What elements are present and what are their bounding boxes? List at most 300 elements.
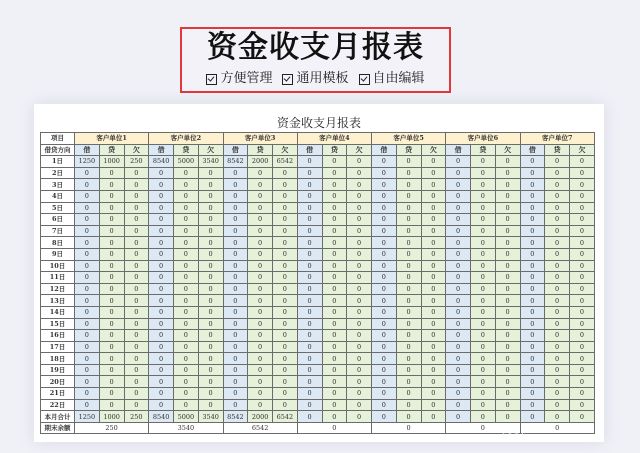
table-cell[interactable]: 0 — [471, 295, 496, 307]
table-cell[interactable]: 0 — [545, 388, 570, 400]
table-cell[interactable]: 0 — [198, 318, 223, 330]
total-cell[interactable]: 0 — [471, 411, 496, 423]
table-cell[interactable]: 0 — [396, 341, 421, 353]
table-cell[interactable]: 0 — [174, 376, 199, 388]
table-cell[interactable]: 0 — [471, 225, 496, 237]
table-cell[interactable]: 0 — [322, 225, 347, 237]
table-cell[interactable]: 0 — [495, 260, 520, 272]
table-cell[interactable]: 0 — [322, 156, 347, 168]
table-cell[interactable]: 0 — [545, 202, 570, 214]
balance-cell[interactable]: 0 — [520, 422, 595, 434]
table-cell[interactable]: 0 — [372, 376, 397, 388]
table-cell[interactable]: 0 — [198, 214, 223, 226]
total-cell[interactable]: 5000 — [174, 411, 199, 423]
table-cell[interactable]: 0 — [446, 190, 471, 202]
table-cell[interactable]: 0 — [446, 376, 471, 388]
table-cell[interactable]: 0 — [520, 388, 545, 400]
table-cell[interactable]: 0 — [99, 214, 124, 226]
table-cell[interactable]: 0 — [322, 341, 347, 353]
total-cell[interactable]: 0 — [421, 411, 446, 423]
table-cell[interactable]: 0 — [297, 225, 322, 237]
table-cell[interactable]: 0 — [124, 388, 149, 400]
table-cell[interactable]: 0 — [347, 318, 372, 330]
table-cell[interactable]: 0 — [198, 237, 223, 249]
table-cell[interactable]: 0 — [520, 364, 545, 376]
table-cell[interactable]: 0 — [322, 295, 347, 307]
table-cell[interactable]: 0 — [149, 202, 174, 214]
table-cell[interactable]: 0 — [570, 330, 595, 342]
table-cell[interactable]: 0 — [446, 202, 471, 214]
table-cell[interactable]: 0 — [174, 167, 199, 179]
table-cell[interactable]: 0 — [223, 248, 248, 260]
table-cell[interactable]: 0 — [421, 330, 446, 342]
table-cell[interactable]: 0 — [273, 306, 298, 318]
table-cell[interactable]: 0 — [297, 364, 322, 376]
table-cell[interactable]: 0 — [372, 272, 397, 284]
table-cell[interactable]: 0 — [297, 376, 322, 388]
table-cell[interactable]: 0 — [124, 237, 149, 249]
table-cell[interactable]: 0 — [273, 295, 298, 307]
table-cell[interactable]: 0 — [570, 272, 595, 284]
table-cell[interactable]: 0 — [75, 272, 100, 284]
table-cell[interactable]: 0 — [99, 237, 124, 249]
table-cell[interactable]: 0 — [297, 330, 322, 342]
table-cell[interactable]: 0 — [198, 376, 223, 388]
table-cell[interactable]: 0 — [446, 214, 471, 226]
table-cell[interactable]: 0 — [174, 388, 199, 400]
table-cell[interactable]: 0 — [446, 306, 471, 318]
table-cell[interactable]: 0 — [174, 306, 199, 318]
table-cell[interactable]: 0 — [248, 330, 273, 342]
table-cell[interactable]: 0 — [347, 306, 372, 318]
table-cell[interactable]: 0 — [495, 248, 520, 260]
table-cell[interactable]: 0 — [421, 341, 446, 353]
table-cell[interactable]: 0 — [570, 364, 595, 376]
table-cell[interactable]: 0 — [421, 202, 446, 214]
table-cell[interactable]: 0 — [471, 318, 496, 330]
table-cell[interactable]: 0 — [347, 295, 372, 307]
table-cell[interactable]: 1250 — [75, 156, 100, 168]
table-cell[interactable]: 0 — [520, 399, 545, 411]
table-cell[interactable]: 0 — [75, 353, 100, 365]
table-cell[interactable]: 0 — [223, 283, 248, 295]
table-cell[interactable]: 0 — [273, 225, 298, 237]
table-cell[interactable]: 0 — [372, 179, 397, 191]
table-cell[interactable]: 0 — [495, 179, 520, 191]
table-cell[interactable]: 0 — [273, 364, 298, 376]
table-cell[interactable]: 0 — [248, 295, 273, 307]
table-cell[interactable]: 0 — [174, 225, 199, 237]
table-cell[interactable]: 0 — [99, 283, 124, 295]
table-cell[interactable]: 0 — [149, 376, 174, 388]
table-cell[interactable]: 0 — [99, 388, 124, 400]
table-cell[interactable]: 0 — [322, 260, 347, 272]
table-cell[interactable]: 0 — [223, 260, 248, 272]
table-cell[interactable]: 0 — [545, 167, 570, 179]
table-cell[interactable]: 0 — [75, 376, 100, 388]
table-cell[interactable]: 0 — [75, 202, 100, 214]
table-cell[interactable]: 0 — [322, 248, 347, 260]
table-cell[interactable]: 0 — [75, 318, 100, 330]
table-cell[interactable]: 0 — [75, 260, 100, 272]
table-cell[interactable]: 0 — [372, 318, 397, 330]
table-cell[interactable]: 0 — [471, 214, 496, 226]
table-cell[interactable]: 0 — [124, 353, 149, 365]
table-cell[interactable]: 5000 — [174, 156, 199, 168]
table-cell[interactable]: 0 — [99, 295, 124, 307]
table-cell[interactable]: 0 — [124, 260, 149, 272]
table-cell[interactable]: 0 — [149, 306, 174, 318]
table-cell[interactable]: 0 — [396, 179, 421, 191]
table-cell[interactable]: 0 — [248, 179, 273, 191]
total-cell[interactable]: 0 — [570, 411, 595, 423]
table-cell[interactable]: 0 — [223, 214, 248, 226]
table-cell[interactable]: 0 — [372, 306, 397, 318]
table-cell[interactable]: 0 — [248, 225, 273, 237]
table-cell[interactable]: 0 — [322, 214, 347, 226]
table-cell[interactable]: 0 — [396, 376, 421, 388]
table-cell[interactable]: 0 — [396, 399, 421, 411]
table-cell[interactable]: 0 — [273, 341, 298, 353]
table-cell[interactable]: 0 — [99, 330, 124, 342]
table-cell[interactable]: 0 — [495, 167, 520, 179]
table-cell[interactable]: 0 — [297, 283, 322, 295]
table-cell[interactable]: 0 — [273, 248, 298, 260]
table-cell[interactable]: 0 — [124, 295, 149, 307]
table-cell[interactable]: 0 — [248, 272, 273, 284]
table-cell[interactable]: 0 — [223, 388, 248, 400]
table-cell[interactable]: 0 — [446, 330, 471, 342]
table-cell[interactable]: 0 — [396, 306, 421, 318]
table-cell[interactable]: 0 — [372, 260, 397, 272]
table-cell[interactable]: 0 — [99, 364, 124, 376]
balance-cell[interactable]: 0 — [297, 422, 371, 434]
table-cell[interactable]: 0 — [570, 388, 595, 400]
table-cell[interactable]: 0 — [495, 283, 520, 295]
table-cell[interactable]: 0 — [372, 190, 397, 202]
table-cell[interactable]: 0 — [471, 376, 496, 388]
table-cell[interactable]: 0 — [372, 364, 397, 376]
table-cell[interactable]: 0 — [570, 156, 595, 168]
table-cell[interactable]: 0 — [198, 272, 223, 284]
table-cell[interactable]: 0 — [124, 225, 149, 237]
table-cell[interactable]: 0 — [520, 225, 545, 237]
table-cell[interactable]: 0 — [495, 364, 520, 376]
table-cell[interactable]: 0 — [446, 283, 471, 295]
table-cell[interactable]: 0 — [396, 272, 421, 284]
table-cell[interactable]: 0 — [471, 156, 496, 168]
table-cell[interactable]: 0 — [248, 248, 273, 260]
table-cell[interactable]: 0 — [297, 353, 322, 365]
table-cell[interactable]: 0 — [495, 306, 520, 318]
table-cell[interactable]: 0 — [174, 202, 199, 214]
table-cell[interactable]: 0 — [545, 214, 570, 226]
table-cell[interactable]: 0 — [273, 167, 298, 179]
table-cell[interactable]: 0 — [372, 353, 397, 365]
table-cell[interactable]: 0 — [347, 237, 372, 249]
table-cell[interactable]: 0 — [396, 364, 421, 376]
table-cell[interactable]: 0 — [297, 341, 322, 353]
table-cell[interactable]: 0 — [396, 237, 421, 249]
table-cell[interactable]: 0 — [520, 376, 545, 388]
table-cell[interactable]: 0 — [421, 167, 446, 179]
table-cell[interactable]: 0 — [124, 190, 149, 202]
table-cell[interactable]: 0 — [570, 248, 595, 260]
table-cell[interactable]: 6542 — [273, 156, 298, 168]
table-cell[interactable]: 0 — [520, 295, 545, 307]
table-cell[interactable]: 0 — [347, 190, 372, 202]
table-cell[interactable]: 0 — [149, 364, 174, 376]
total-cell[interactable]: 6542 — [273, 411, 298, 423]
table-cell[interactable]: 0 — [198, 341, 223, 353]
table-cell[interactable]: 0 — [421, 388, 446, 400]
table-cell[interactable]: 0 — [149, 260, 174, 272]
table-cell[interactable]: 0 — [223, 399, 248, 411]
table-cell[interactable]: 0 — [396, 295, 421, 307]
table-cell[interactable]: 0 — [223, 179, 248, 191]
table-cell[interactable]: 0 — [223, 202, 248, 214]
table-cell[interactable]: 0 — [99, 167, 124, 179]
table-cell[interactable]: 0 — [347, 376, 372, 388]
table-cell[interactable]: 0 — [248, 202, 273, 214]
table-cell[interactable]: 0 — [124, 214, 149, 226]
table-cell[interactable]: 0 — [322, 399, 347, 411]
table-cell[interactable]: 0 — [570, 283, 595, 295]
table-cell[interactable]: 0 — [396, 283, 421, 295]
table-cell[interactable]: 0 — [273, 376, 298, 388]
table-cell[interactable]: 0 — [347, 214, 372, 226]
table-cell[interactable]: 0 — [471, 248, 496, 260]
table-cell[interactable]: 0 — [322, 306, 347, 318]
table-cell[interactable]: 0 — [149, 179, 174, 191]
table-cell[interactable]: 0 — [297, 306, 322, 318]
table-cell[interactable]: 0 — [446, 237, 471, 249]
table-cell[interactable]: 0 — [322, 167, 347, 179]
table-cell[interactable]: 0 — [322, 190, 347, 202]
table-cell[interactable]: 0 — [124, 330, 149, 342]
total-cell[interactable]: 0 — [520, 411, 545, 423]
table-cell[interactable]: 0 — [149, 167, 174, 179]
table-cell[interactable]: 0 — [75, 225, 100, 237]
table-cell[interactable]: 0 — [545, 179, 570, 191]
table-cell[interactable]: 0 — [174, 272, 199, 284]
total-cell[interactable]: 0 — [495, 411, 520, 423]
table-cell[interactable]: 0 — [570, 318, 595, 330]
table-cell[interactable]: 0 — [495, 399, 520, 411]
table-cell[interactable]: 0 — [471, 341, 496, 353]
table-cell[interactable]: 0 — [545, 399, 570, 411]
table-cell[interactable]: 0 — [198, 295, 223, 307]
table-cell[interactable]: 0 — [124, 306, 149, 318]
table-cell[interactable]: 0 — [149, 225, 174, 237]
table-cell[interactable]: 0 — [322, 388, 347, 400]
table-cell[interactable]: 0 — [149, 190, 174, 202]
table-cell[interactable]: 0 — [347, 260, 372, 272]
table-cell[interactable]: 0 — [471, 399, 496, 411]
table-cell[interactable]: 0 — [297, 399, 322, 411]
table-cell[interactable]: 0 — [223, 225, 248, 237]
table-cell[interactable]: 0 — [297, 260, 322, 272]
table-cell[interactable]: 0 — [421, 295, 446, 307]
table-cell[interactable]: 0 — [446, 156, 471, 168]
table-cell[interactable]: 0 — [446, 260, 471, 272]
table-cell[interactable]: 0 — [198, 202, 223, 214]
balance-cell[interactable]: 3540 — [149, 422, 223, 434]
table-cell[interactable]: 0 — [149, 341, 174, 353]
table-cell[interactable]: 0 — [570, 353, 595, 365]
table-cell[interactable]: 0 — [198, 283, 223, 295]
table-cell[interactable]: 0 — [545, 295, 570, 307]
table-cell[interactable]: 0 — [75, 330, 100, 342]
table-cell[interactable]: 0 — [446, 295, 471, 307]
table-cell[interactable]: 0 — [520, 202, 545, 214]
table-cell[interactable]: 0 — [75, 214, 100, 226]
table-cell[interactable]: 0 — [545, 306, 570, 318]
table-cell[interactable]: 0 — [223, 318, 248, 330]
table-cell[interactable]: 0 — [248, 190, 273, 202]
table-cell[interactable]: 0 — [471, 190, 496, 202]
table-cell[interactable]: 0 — [297, 388, 322, 400]
table-cell[interactable]: 0 — [223, 330, 248, 342]
balance-cell[interactable]: 0 — [446, 422, 520, 434]
table-cell[interactable]: 0 — [99, 353, 124, 365]
table-cell[interactable]: 0 — [223, 167, 248, 179]
table-cell[interactable]: 0 — [248, 341, 273, 353]
table-cell[interactable]: 0 — [174, 353, 199, 365]
table-cell[interactable]: 0 — [347, 202, 372, 214]
table-cell[interactable]: 0 — [273, 179, 298, 191]
table-cell[interactable]: 0 — [273, 283, 298, 295]
table-cell[interactable]: 0 — [174, 248, 199, 260]
table-cell[interactable]: 0 — [174, 179, 199, 191]
table-cell[interactable]: 0 — [421, 318, 446, 330]
table-cell[interactable]: 0 — [421, 225, 446, 237]
table-cell[interactable]: 0 — [99, 376, 124, 388]
table-cell[interactable]: 0 — [198, 330, 223, 342]
table-cell[interactable]: 0 — [99, 399, 124, 411]
table-cell[interactable]: 0 — [124, 283, 149, 295]
table-cell[interactable]: 0 — [273, 353, 298, 365]
table-cell[interactable]: 0 — [471, 306, 496, 318]
table-cell[interactable]: 0 — [124, 248, 149, 260]
table-cell[interactable]: 0 — [198, 364, 223, 376]
table-cell[interactable]: 0 — [570, 179, 595, 191]
table-cell[interactable]: 0 — [372, 214, 397, 226]
table-cell[interactable]: 0 — [545, 376, 570, 388]
table-cell[interactable]: 0 — [495, 295, 520, 307]
table-cell[interactable]: 0 — [396, 214, 421, 226]
table-cell[interactable]: 0 — [421, 179, 446, 191]
table-cell[interactable]: 0 — [471, 167, 496, 179]
table-cell[interactable]: 0 — [545, 190, 570, 202]
table-cell[interactable]: 0 — [322, 376, 347, 388]
table-cell[interactable]: 0 — [421, 399, 446, 411]
table-cell[interactable]: 0 — [174, 295, 199, 307]
table-cell[interactable]: 0 — [174, 318, 199, 330]
table-cell[interactable]: 0 — [545, 237, 570, 249]
table-cell[interactable]: 0 — [297, 295, 322, 307]
table-cell[interactable]: 0 — [372, 341, 397, 353]
table-cell[interactable]: 0 — [174, 214, 199, 226]
table-cell[interactable]: 0 — [124, 399, 149, 411]
total-cell[interactable]: 0 — [297, 411, 322, 423]
table-cell[interactable]: 0 — [570, 214, 595, 226]
table-cell[interactable]: 0 — [396, 248, 421, 260]
table-cell[interactable]: 0 — [372, 237, 397, 249]
table-cell[interactable]: 0 — [124, 318, 149, 330]
table-cell[interactable]: 0 — [520, 179, 545, 191]
table-cell[interactable]: 0 — [570, 167, 595, 179]
table-cell[interactable]: 0 — [273, 260, 298, 272]
table-cell[interactable]: 0 — [273, 330, 298, 342]
table-cell[interactable]: 0 — [396, 318, 421, 330]
table-cell[interactable]: 0 — [545, 330, 570, 342]
table-cell[interactable]: 0 — [124, 376, 149, 388]
table-cell[interactable]: 0 — [545, 156, 570, 168]
table-cell[interactable]: 0 — [396, 353, 421, 365]
total-cell[interactable]: 0 — [372, 411, 397, 423]
table-cell[interactable]: 0 — [570, 341, 595, 353]
table-cell[interactable]: 0 — [99, 272, 124, 284]
total-cell[interactable]: 8540 — [149, 411, 174, 423]
table-cell[interactable]: 0 — [396, 167, 421, 179]
table-cell[interactable]: 0 — [520, 248, 545, 260]
table-cell[interactable]: 0 — [396, 190, 421, 202]
table-cell[interactable]: 0 — [273, 202, 298, 214]
table-cell[interactable]: 0 — [446, 341, 471, 353]
table-cell[interactable]: 0 — [75, 388, 100, 400]
table-cell[interactable]: 0 — [347, 272, 372, 284]
table-cell[interactable]: 0 — [471, 364, 496, 376]
table-cell[interactable]: 0 — [421, 248, 446, 260]
table-cell[interactable]: 0 — [520, 190, 545, 202]
table-cell[interactable]: 0 — [545, 225, 570, 237]
table-cell[interactable]: 0 — [372, 388, 397, 400]
table-cell[interactable]: 0 — [124, 202, 149, 214]
table-cell[interactable]: 0 — [495, 353, 520, 365]
table-cell[interactable]: 0 — [124, 167, 149, 179]
table-cell[interactable]: 0 — [223, 341, 248, 353]
table-cell[interactable]: 0 — [75, 190, 100, 202]
table-cell[interactable]: 0 — [347, 353, 372, 365]
table-cell[interactable]: 0 — [99, 306, 124, 318]
table-cell[interactable]: 0 — [495, 376, 520, 388]
table-cell[interactable]: 0 — [297, 318, 322, 330]
table-cell[interactable]: 0 — [446, 399, 471, 411]
table-cell[interactable]: 0 — [570, 399, 595, 411]
table-cell[interactable]: 0 — [198, 399, 223, 411]
table-cell[interactable]: 0 — [322, 283, 347, 295]
table-cell[interactable]: 0 — [273, 214, 298, 226]
table-cell[interactable]: 0 — [75, 179, 100, 191]
table-cell[interactable]: 0 — [149, 214, 174, 226]
table-cell[interactable]: 0 — [99, 260, 124, 272]
table-cell[interactable]: 0 — [372, 295, 397, 307]
table-cell[interactable]: 0 — [297, 237, 322, 249]
table-cell[interactable]: 0 — [570, 376, 595, 388]
table-cell[interactable]: 0 — [495, 272, 520, 284]
table-cell[interactable]: 0 — [471, 272, 496, 284]
table-cell[interactable]: 0 — [520, 306, 545, 318]
table-cell[interactable]: 0 — [446, 388, 471, 400]
total-cell[interactable]: 8542 — [223, 411, 248, 423]
table-cell[interactable]: 0 — [149, 388, 174, 400]
table-cell[interactable]: 0 — [347, 179, 372, 191]
table-cell[interactable]: 0 — [520, 156, 545, 168]
total-cell[interactable]: 1000 — [99, 411, 124, 423]
table-cell[interactable]: 0 — [520, 283, 545, 295]
table-cell[interactable]: 0 — [248, 237, 273, 249]
